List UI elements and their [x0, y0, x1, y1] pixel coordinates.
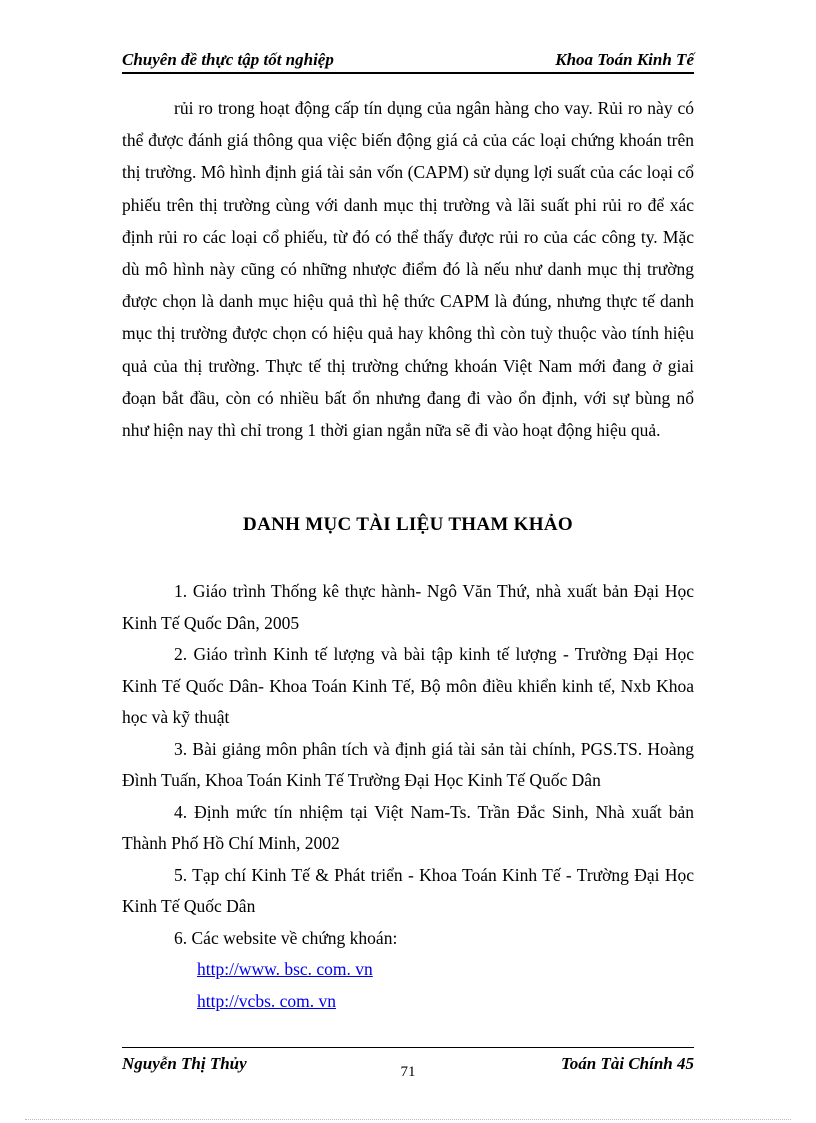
- reference-item-1: 1. Giáo trình Thống kê thực hành- Ngô Văn Thứ, nhà xuất bản Đại Học Kinh Tế Quốc Dân, 2005: [122, 581, 694, 633]
- footer-author: Nguyễn Thị Thủy: [122, 1054, 247, 1073]
- page-footer: [122, 1047, 694, 1084]
- references-title: DANH MỤC TÀI LIỆU THAM KHẢO: [243, 514, 573, 535]
- footer-class: Toán Tài Chính 45: [560, 1054, 694, 1073]
- link-vcbs[interactable]: http://vcbs. com. vn: [197, 990, 337, 1011]
- page-header: [122, 48, 694, 74]
- website-links: [122, 954, 694, 1017]
- body-paragraph: rủi ro trong hoạt động cấp tín dụng của ngân hàng cho vay. Rủi ro này có thể được đánh giá thông qua việc biến động giá cả của các loại chứng khoán trên thị trường. Mô hình định giá tài sản vốn (CAPM) sử dụng lợi suất của các loại cổ phiếu trên thị trường cùng với danh mục thị trường và lãi suất phi rủi ro để xác định rủi ro các loại cổ phiếu, từ đó có thể thấy được rủi ro của các công ty. Mặc dù mô hình này cũng có những nhược điểm đó là nếu như danh mục thị trường được chọn là danh mục hiệu quả thì hệ thức CAPM là đúng, nhưng thực tế danh mục thị trường được chọn có hiệu quả hay không thì còn tuỳ thuộc vào tính hiệu quả của thị trường. Thực tế thị trường chứng khoán Việt Nam mới đang ở giai đoạn bắt đầu, còn có nhiều bất ổn nhưng đang đi vào ổn định, với sự bùng nổ như hiện nay thì chỉ trong 1 thời gian ngắn nữa sẽ đi vào hoạt động hiệu quả.: [122, 98, 694, 441]
- reference-item-6: 6. Các website về chứng khoán:: [174, 927, 398, 948]
- page-bottom-rule: [25, 1119, 791, 1120]
- reference-item-2: 2. Giáo trình Kinh tế lượng và bài tập kinh tế lượng - Trường Đại Học Kinh Tế Quốc Dân- Khoa Toán Kinh Tế, Bộ môn điều khiển kinh tế, Nxb Khoa học và kỹ thuật: [122, 644, 694, 727]
- reference-item-4: 4. Định mức tín nhiệm tại Việt Nam-Ts. Trần Đắc Sinh, Nhà xuất bản Thành Phố Hồ Chí Minh, 2002: [122, 801, 694, 853]
- references-list: [122, 576, 694, 1017]
- body-text: [122, 92, 694, 446]
- header-left-title: Chuyên đề thực tập tốt nghiệp: [122, 50, 334, 69]
- page-number: 71: [400, 1064, 416, 1080]
- reference-item-3: 3. Bài giảng môn phân tích và định giá tài sản tài chính, PGS.TS. Hoàng Đình Tuấn, Khoa Toán Kinh Tế Trường Đại Học Kinh Tế Quốc Dân: [122, 738, 694, 790]
- reference-item-5: 5. Tạp chí Kinh Tế & Phát triển - Khoa Toán Kinh Tế - Trường Đại Học Kinh Tế Quốc Dân: [122, 864, 694, 916]
- header-right-title: Khoa Toán Kinh Tế: [555, 50, 694, 69]
- link-bsc[interactable]: http://www. bsc. com. vn: [197, 959, 373, 979]
